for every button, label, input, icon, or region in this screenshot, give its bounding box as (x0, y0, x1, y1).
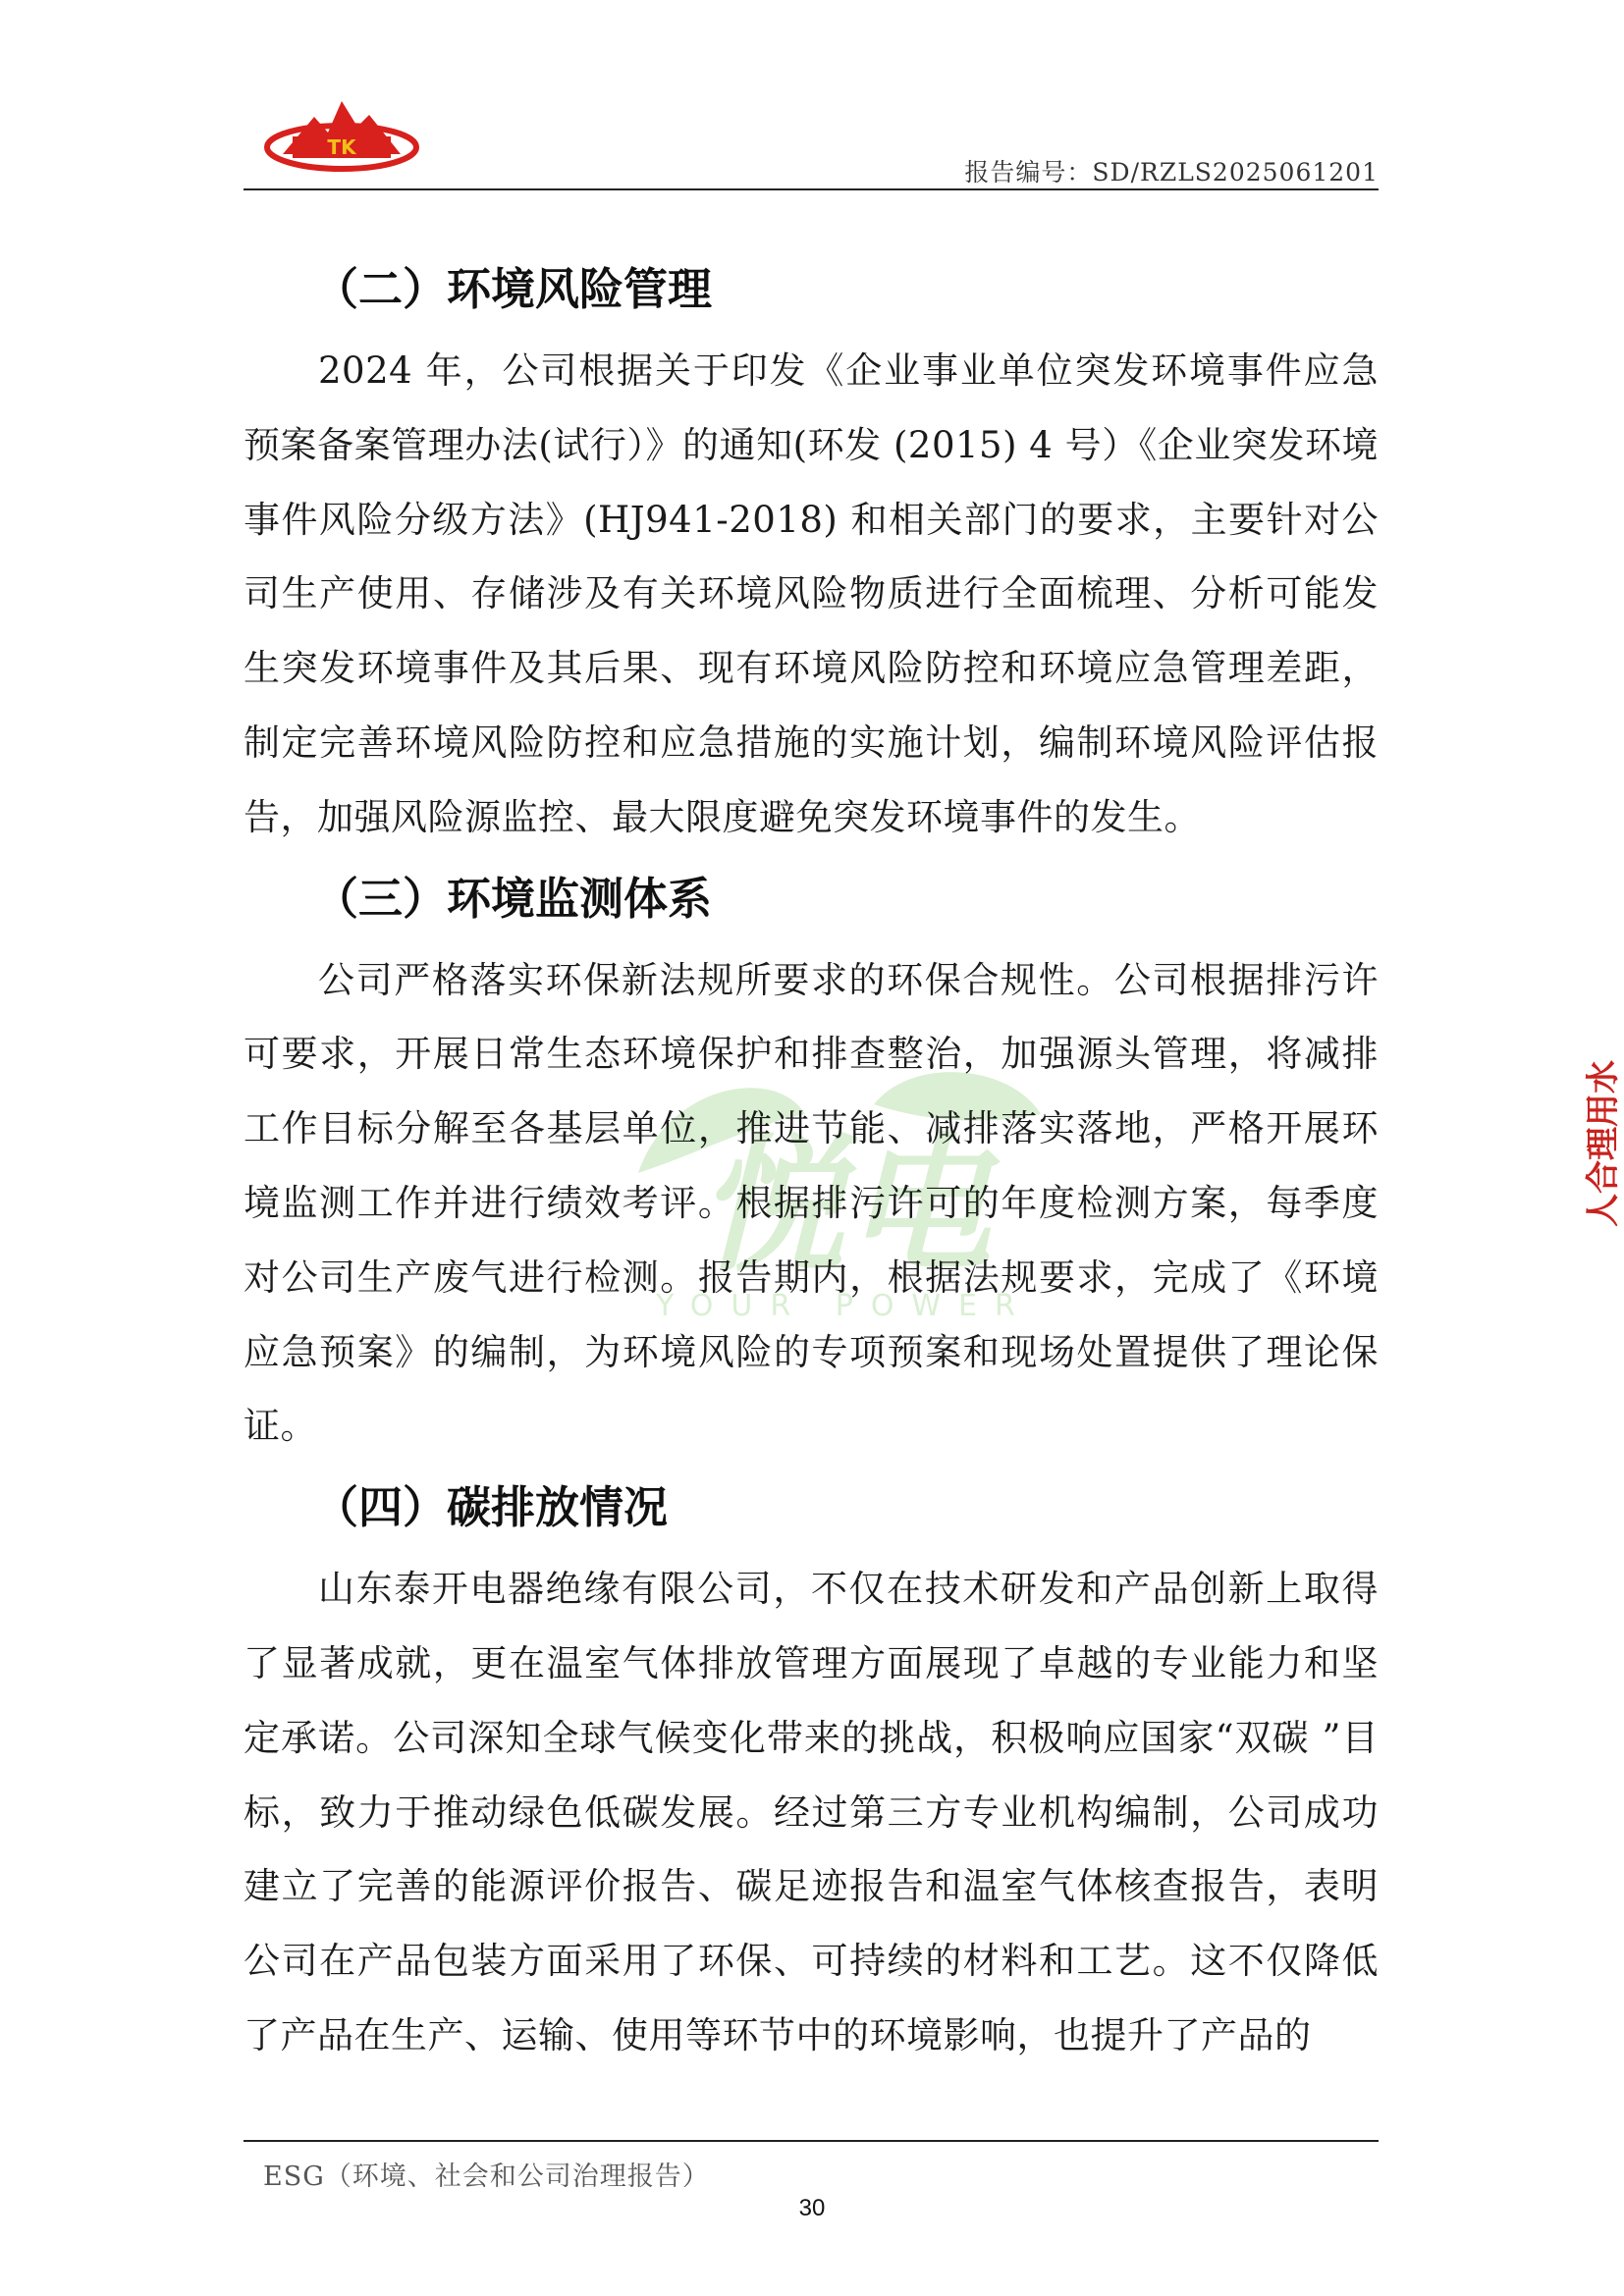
company-logo (263, 93, 420, 182)
document-body (244, 245, 1379, 2073)
paragraph-risk-management: 2024 年，公司根据关于印发《企业事业单位突发环境事件应急预案备案管理办法(试行）》的通知(环发 (2015) 4 号）《企业突发环境事件风险分级方法》(HJ941-2018) 和相关部门的要求，主要针对公司生产使用、存储涉及有关环境风险物质进行全面梳理、分析可能发生突发环境事件及其后果、现有环境风险防控和环境应急管理差距，制定完善环境风险防控和应急措施的实施计划，编制环境风险评估报告，加强风险源监控、最大限度避免突发环境事件的发生。 (244, 349, 1379, 838)
page-number: 30 (798, 2195, 826, 2221)
section-heading-carbon-emissions: （四）碳排放情况 (314, 1481, 669, 1534)
header-divider (244, 188, 1379, 190)
paragraph-monitoring-system: 公司严格落实环保新法规所要求的环保合规性。公司根据排污许可要求，开展日常生态环境保护和排查整治，加强源头管理，将减排工作目标分解至各基层单位，推进节能、减排落实落地，严格开展环境监测工作并进行绩效考评。根据排污许可的年度检测方案，每季度对公司生产废气进行检测。报告期内，根据法规要求，完成了《环境应急预案》的编制，为环境风险的专项预案和现场处置提供了理论保证。 (244, 958, 1379, 1448)
paragraph-carbon-emissions: 山东泰开电器绝缘有限公司，不仅在技术研发和产品创新上取得了显著成就，更在温室气体排放管理方面展现了卓越的专业能力和坚定承诺。公司深知全球气候变化带来的挑战，积极响应国家“双碳 ”目标，致力于推动绿色低碳发展。经过第三方专业机构编制，公司成功建立了完善的能源评价报告、碳足迹报告和温室气体核查报告，表明公司在产品包装方面采用了环保、可持续的材料和工艺。这不仅降低了产品在生产、运输、使用等环节中的环境影响，也提升了产品的 (244, 1568, 1379, 2056)
side-stamp-text: 人合理用水 (1584, 1060, 1623, 1227)
side-stamp (1583, 1001, 1624, 1286)
report-number: 报告编号：SD/RZLS2025061201 (964, 158, 1379, 187)
section-heading-monitoring-system: （三）环境监测体系 (314, 872, 713, 925)
watermark-text: 悦电 (696, 1121, 993, 1292)
watermark-subtext: YOUR POWER (656, 1289, 1033, 1323)
footer-divider (244, 2140, 1379, 2142)
footer-report-title: ESG（环境、社会和公司治理报告） (263, 2162, 710, 2192)
logo-text: TK (327, 135, 356, 159)
section-heading-risk-management: （二）环境风险管理 (314, 263, 713, 315)
